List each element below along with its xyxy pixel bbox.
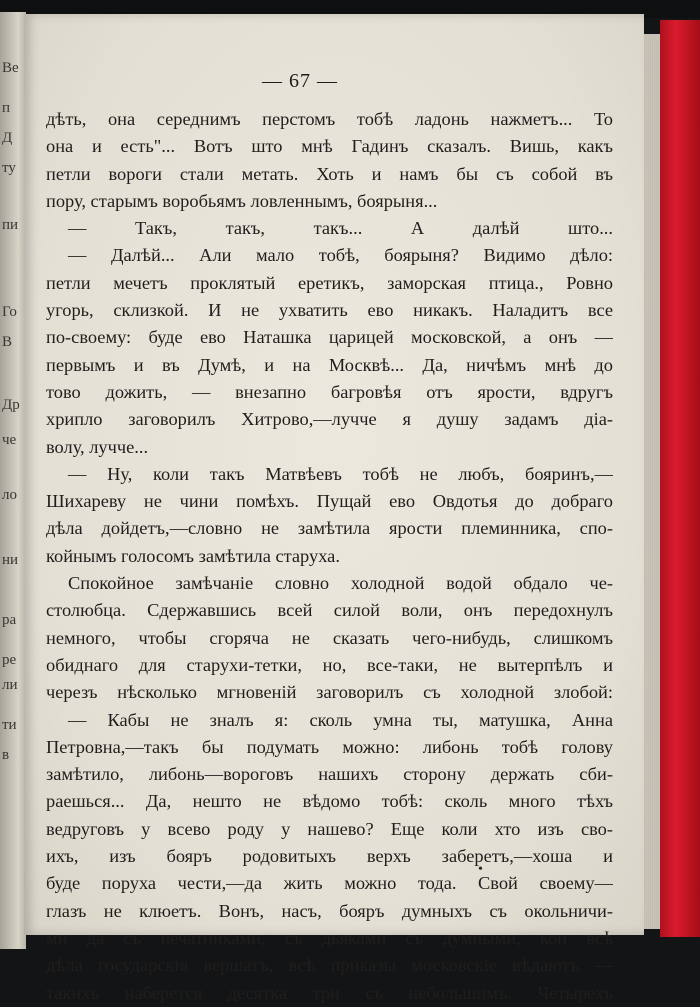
page-number: — 67 —	[262, 70, 338, 92]
text-line: ми да съ печатниками, съ дьяками съ думными, кои всѣ	[46, 927, 613, 948]
text-line: тово дожить, — внезапно багровѣя отъ ярости, вдругъ	[46, 381, 613, 402]
facing-page-fragment: ли	[2, 677, 18, 693]
text-line: — Кабы не зналъ я: сколь умна ты, матушка, Анна	[68, 709, 613, 730]
body-text	[46, 106, 613, 1007]
facing-page-fragment: Ве	[2, 60, 19, 76]
text-line: койнымъ голосомъ замѣтила старуха.	[46, 545, 340, 566]
facing-page-fragment: в	[2, 747, 10, 763]
facing-page-fragment: ра	[2, 612, 17, 628]
facing-page-fragment: п	[2, 100, 11, 116]
text-line: такихъ наберется десятка три съ небольшимъ. Четырехъ	[46, 982, 613, 1003]
text-line: Спокойное замѣчаніе словно холодной водой обдало че-	[68, 573, 613, 594]
text-line: дѣть, она середнимъ перстомъ тобѣ ладонь нажметъ... То	[46, 109, 613, 129]
facing-page-fragment: ре	[2, 652, 17, 668]
facing-page-fragment: пи	[2, 217, 19, 233]
text-line: Петровна,—такъ бы подумать можно: либонь тобѣ голову	[46, 736, 613, 757]
text-line: первымъ и въ Думѣ, и на Москвѣ... Да, ничѣмъ мнѣ до	[46, 354, 613, 375]
red-book-cover	[660, 20, 700, 937]
text-line: угорь, склизкой. И не ухватить ево никакъ. Наладитъ все	[46, 300, 613, 321]
text-line: петли вороги стали метать. Хоть и намъ бы съ собой въ	[46, 163, 613, 184]
text-line: волу, лучче...	[46, 436, 149, 457]
text-line: замѣтило, либонь—вороговъ нашихъ сторону держать сби-	[46, 764, 613, 785]
text-line: ведруговъ у всево роду у нашево? Еще коли хто изъ сво-	[46, 818, 613, 839]
text-line: по-своему: буде ево Наташка царицей московской, а онъ —	[46, 327, 613, 348]
facing-page-fragment: Д	[2, 130, 13, 146]
text-line: дѣла дойдетъ,—словно не замѣтила ярости племинника, спо-	[46, 518, 613, 539]
facing-page-fragment: ти	[2, 717, 17, 733]
text-line: черезъ нѣсколько мгновеній заговорилъ съ холодной злобой:	[46, 682, 613, 703]
text-line: хрипло заговорилъ Хитрово,—лучче я душу задамъ діа-	[46, 409, 613, 430]
page-block-edge	[644, 34, 660, 929]
facing-page-fragment: Др	[2, 397, 20, 413]
facing-page-fragment: ло	[2, 487, 17, 503]
text-line: она и есть"... Вотъ што мнѣ Гадинъ сказалъ. Вишь, какъ	[46, 136, 613, 157]
text-line: — Далѣй... Али мало тобѣ, боярыня? Видимо дѣло:	[68, 245, 613, 266]
text-line: дѣла государскія вершатъ, всѣ приказы московскіе вѣдаютъ —	[46, 955, 613, 976]
footer-mark: •	[478, 862, 483, 877]
facing-page-fragment: В	[2, 334, 13, 350]
facing-page-edge	[0, 12, 26, 949]
facing-page-fragment: ни	[2, 552, 19, 568]
text-line: — Такъ, такъ, такъ... А далѣй што...	[68, 218, 613, 239]
text-line: петли мечетъ проклятый еретикъ, заморская птица., Ровно	[46, 272, 613, 293]
text-line: немного, чтобы сгоряча не сказать чего-нибудь, слишкомъ	[46, 627, 613, 648]
text-line: — Ну, коли такъ Матвѣевъ тобѣ не любъ, бояринъ,—	[68, 463, 613, 484]
text-line: глазъ не клюетъ. Вонъ, насъ, бояръ думныхъ съ окольничи-	[46, 900, 613, 921]
text-line: обиднаго для старухи-тетки, но, все-таки, не вытерпѣлъ и	[46, 654, 613, 675]
text-line: раешься... Да, нешто не вѣдомо тобѣ: сколь много тѣхъ	[46, 791, 613, 812]
facing-page-fragment: че	[2, 432, 17, 448]
text-line: буде поруха чести,—да жить можно тода. Свой своему—	[46, 873, 613, 894]
text-line: Шихареву не чини помѣхъ. Пущай ево Овдотья до добраго	[46, 491, 613, 512]
text-line: ихъ, изъ бояръ родовитыхъ верхъ заберетъ,—хоша и	[46, 846, 613, 867]
text-line: столюбца. Сдержавшись всей силой воли, онъ передохнулъ	[46, 600, 613, 621]
facing-page-fragment: Го	[2, 304, 17, 320]
facing-page-fragment: ту	[2, 160, 16, 176]
text-line: пору, старымъ воробьямъ ловленнымъ, боярыня...	[46, 190, 438, 211]
